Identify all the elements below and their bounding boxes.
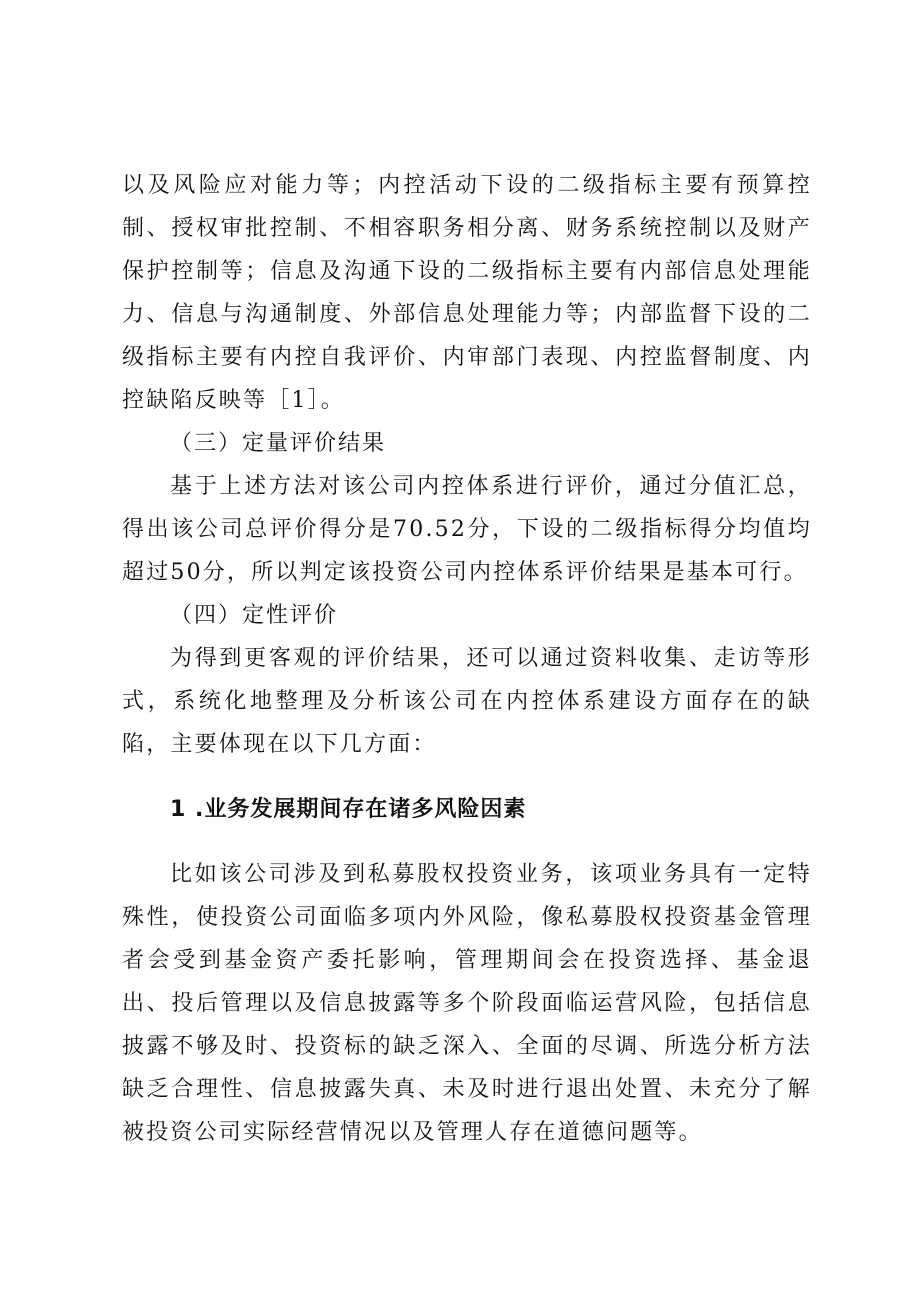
spacer — [122, 831, 812, 853]
document-body — [122, 164, 812, 1154]
spacer — [122, 766, 812, 788]
paragraph-qualitative-evaluation: 为得到更客观的评价结果，还可以通过资料收集、走访等形式，系统化地整理及分析该公司在内控体系建设方面存在的缺陷，主要体现在以下几方面： — [122, 646, 812, 757]
section-heading-business-risks: 1 .业务发展期间存在诸多风险因素 — [170, 797, 527, 822]
subheading-quantitative-results: （三）定量评价结果 — [170, 431, 387, 456]
paragraph-quantitative-results: 基于上述方法对该公司内控体系进行评价，通过分值汇总，得出该公司总评价得分是70.52分，下设的二级指标得分均值均超过50分，所以判定该投资公司内控体系评价结果是基本可行。 — [122, 474, 812, 585]
subheading-qualitative-evaluation: （四）定性评价 — [170, 603, 339, 628]
paragraph-business-risks: 比如该公司涉及到私募股权投资业务，该项业务具有一定特殊性，使投资公司面临多项内外风险，像私募股权投资基金管理者会受到基金资产委托影响，管理期间会在投资选择、基金退出、投后管理以及信息披露等多个阶段面临运营风险，包括信息披露不够及时、投资标的缺乏深入、全面的尽调、所选分析方法缺乏合理性、信息披露失真、未及时进行退出处置、未充分了解被投资公司实际经营情况以及管理人存在道德问题等。 — [122, 862, 812, 1145]
paragraph-indicator-summary: 以及风险应对能力等；内控活动下设的二级指标主要有预算控制、授权审批控制、不相容职务相分离、财务系统控制以及财产保护控制等；信息及沟通下设的二级指标主要有内部信息处理能力、信息与沟通制度、外部信息处理能力等；内部监督下设的二级指标主要有内控自我评价、内审部门表现、内控监督制度、内控缺陷反映等［1］。 — [122, 173, 812, 413]
